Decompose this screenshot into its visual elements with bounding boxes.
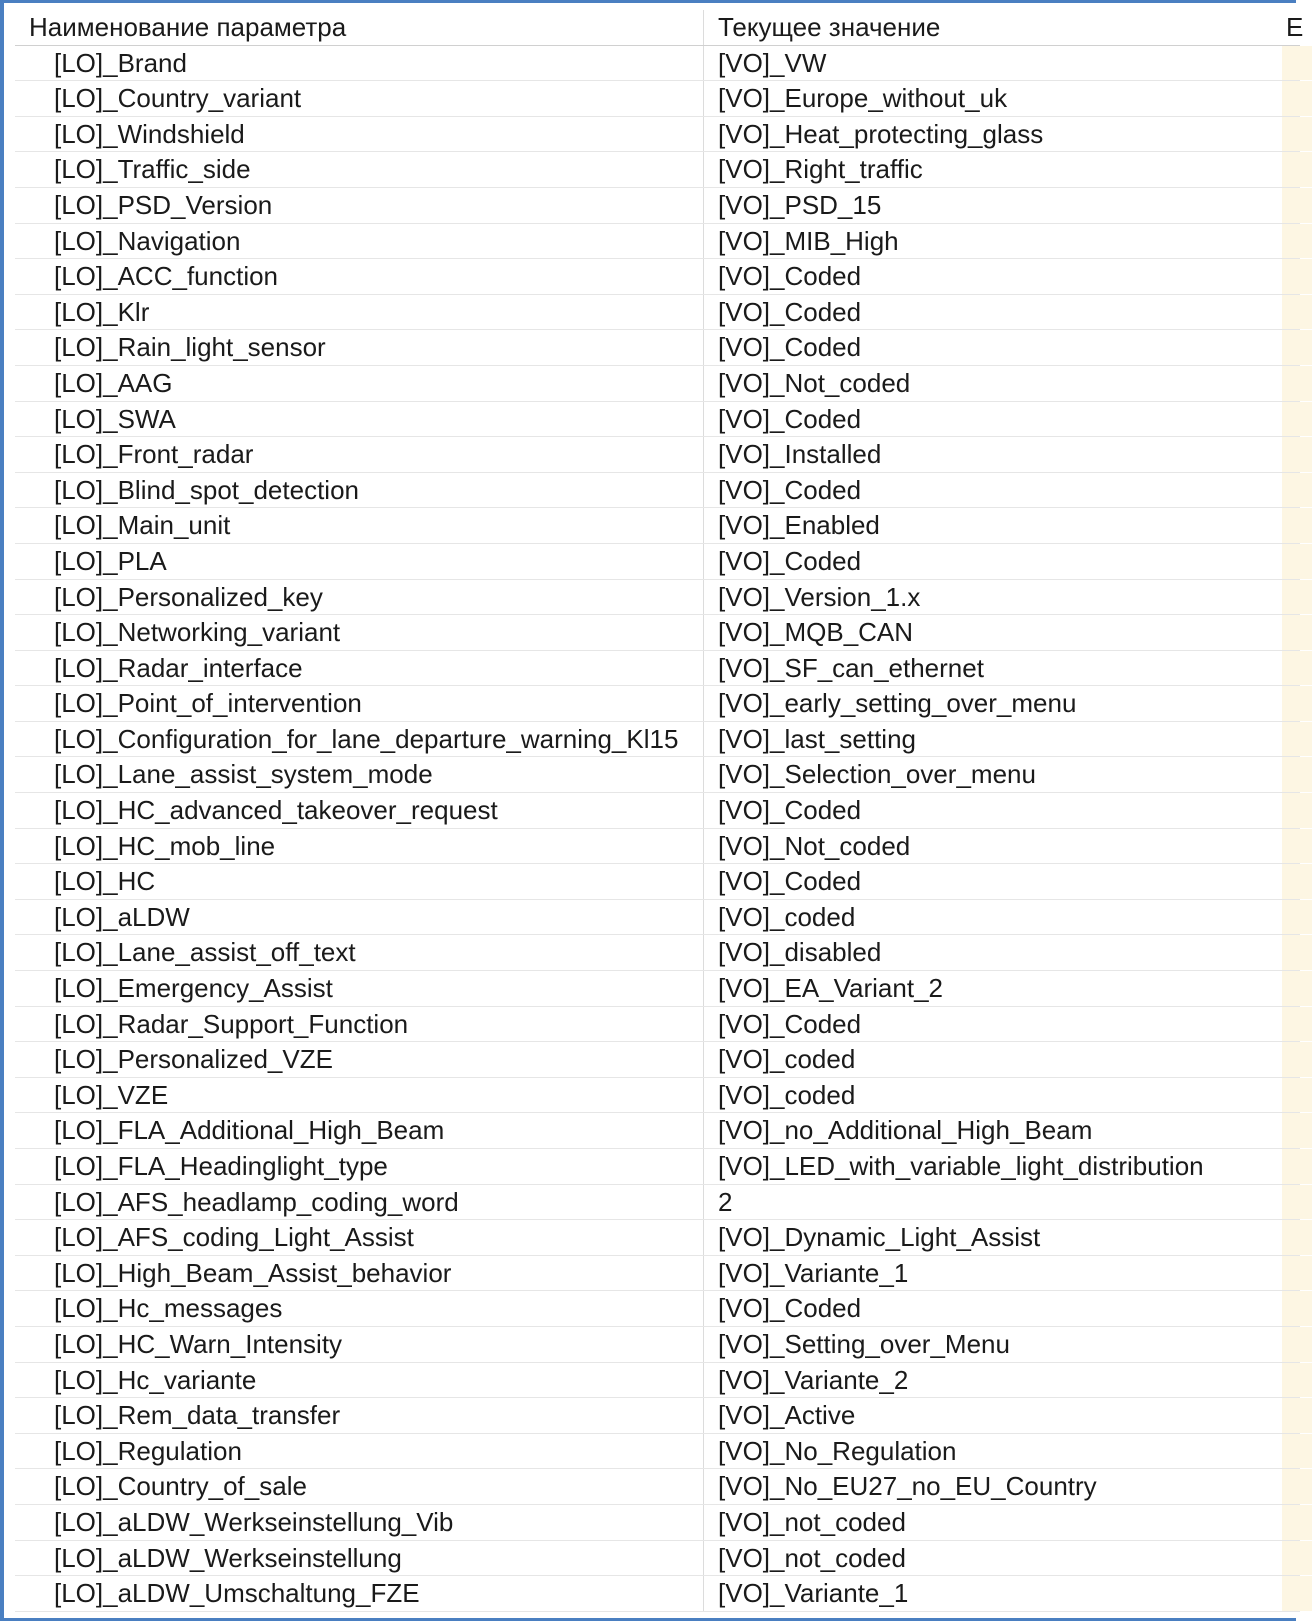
table-row[interactable] [15, 757, 1300, 793]
column-divider [703, 580, 704, 615]
extra-value-cell[interactable] [1282, 793, 1312, 828]
extra-value-cell[interactable] [1282, 1363, 1312, 1398]
table-row[interactable] [15, 117, 1300, 153]
current-value-cell[interactable]: [VO]_disabled [718, 937, 882, 968]
column-divider [703, 686, 704, 721]
current-value-cell[interactable]: [VO]_No_EU27_no_EU_Country [718, 1471, 1097, 1502]
column-divider [703, 366, 704, 401]
extra-value-cell[interactable] [1282, 580, 1312, 615]
extra-value-cell[interactable] [1282, 330, 1312, 365]
current-value-cell[interactable]: [VO]_Variante_2 [718, 1364, 909, 1395]
extra-value-cell[interactable] [1282, 686, 1312, 721]
table-row[interactable] [15, 1007, 1300, 1043]
current-value-cell[interactable]: [VO]_MQB_CAN [718, 617, 914, 648]
extra-value-cell[interactable] [1282, 188, 1312, 223]
extra-value-cell[interactable] [1282, 295, 1312, 330]
parameter-table [15, 10, 1304, 1612]
extra-value-cell[interactable] [1282, 46, 1312, 81]
current-value-cell[interactable]: [VO]_Enabled [718, 510, 880, 541]
table-row[interactable] [15, 46, 1300, 82]
column-divider [703, 330, 704, 365]
table-row[interactable] [15, 1576, 1300, 1612]
table-row[interactable] [15, 1113, 1300, 1149]
column-divider [703, 651, 704, 686]
column-divider [703, 437, 704, 472]
extra-value-cell[interactable] [1282, 1434, 1312, 1469]
table-row[interactable] [15, 864, 1300, 900]
current-value-cell[interactable]: [VO]_Coded [718, 474, 862, 505]
current-value-cell[interactable]: [VO]_MIB_High [718, 225, 899, 256]
column-divider[interactable] [703, 10, 704, 45]
current-value-cell[interactable]: [VO]_PSD_15 [718, 189, 882, 220]
table-row[interactable] [15, 473, 1300, 509]
column-divider [703, 224, 704, 259]
parameter-name-cell[interactable]: [LO]_Country_of_sale [54, 1471, 307, 1502]
extra-value-cell[interactable] [1282, 1007, 1312, 1042]
parameter-name-cell[interactable]: [LO]_Rain_light_sensor [54, 332, 326, 363]
current-value-cell[interactable]: [VO]_not_coded [718, 1506, 906, 1537]
column-header-current-value[interactable]: Текущее значение [718, 12, 941, 42]
extra-value-cell[interactable] [1282, 971, 1312, 1006]
current-value-cell[interactable]: [VO]_Heat_protecting_glass [718, 118, 1044, 149]
extra-value-cell[interactable] [1282, 1505, 1312, 1540]
extra-value-cell[interactable] [1282, 152, 1312, 187]
parameter-name-cell[interactable]: [LO]_Brand [54, 47, 187, 78]
table-row[interactable] [15, 1541, 1300, 1577]
column-divider [703, 81, 704, 116]
current-value-cell[interactable]: [VO]_Active [718, 1400, 856, 1431]
extra-value-cell[interactable] [1282, 722, 1312, 757]
parameter-name-cell[interactable]: [LO]_Traffic_side [54, 154, 251, 185]
table-row[interactable] [15, 1220, 1300, 1256]
column-divider [703, 615, 704, 650]
column-divider [703, 152, 704, 187]
column-divider [703, 188, 704, 223]
column-divider [703, 971, 704, 1006]
extra-value-cell[interactable] [1282, 1113, 1312, 1148]
parameter-name-cell[interactable]: [LO]_Point_of_intervention [54, 688, 362, 719]
current-value-cell[interactable]: [VO]_last_setting [718, 723, 916, 754]
current-value-cell[interactable]: [VO]_Installed [718, 439, 882, 470]
column-divider [703, 864, 704, 899]
parameter-name-cell[interactable]: [LO]_Main_unit [54, 510, 231, 541]
current-value-cell[interactable]: [VO]_Europe_without_uk [718, 83, 1008, 114]
parameter-name-cell[interactable]: [LO]_Configuration_for_lane_departure_warning_Kl15 [54, 723, 679, 754]
table-row[interactable] [15, 295, 1300, 331]
current-value-cell[interactable]: [VO]_Right_traffic [718, 154, 923, 185]
current-value-cell[interactable]: [VO]_early_setting_over_menu [718, 688, 1077, 719]
column-divider [703, 473, 704, 508]
extra-value-cell[interactable] [1282, 1042, 1312, 1077]
table-row[interactable] [15, 259, 1300, 295]
extra-value-cell[interactable] [1282, 1541, 1312, 1576]
table-row[interactable] [15, 722, 1300, 758]
parameter-name-cell[interactable]: [LO]_Lane_assist_system_mode [54, 759, 433, 790]
parameter-name-cell[interactable]: [LO]_Radar_Support_Function [54, 1008, 409, 1039]
column-divider [703, 1469, 704, 1504]
parameter-name-cell[interactable]: [LO]_aLDW [54, 901, 190, 932]
column-divider [703, 508, 704, 543]
parameter-name-cell[interactable]: [LO]_aLDW_Werkseinstellung [54, 1542, 402, 1573]
parameter-name-cell[interactable]: [LO]_Networking_variant [54, 617, 341, 648]
current-value-cell[interactable]: [VO]_Coded [718, 332, 862, 363]
current-value-cell[interactable]: [VO]_Version_1.x [718, 581, 921, 612]
table-row[interactable] [15, 935, 1300, 971]
current-value-cell[interactable]: [VO]_Coded [718, 1008, 862, 1039]
table-row[interactable] [15, 1505, 1300, 1541]
parameter-name-cell[interactable]: [LO]_Klr [54, 296, 150, 327]
table-row[interactable] [15, 1434, 1300, 1470]
column-divider [703, 900, 704, 935]
table-row[interactable] [15, 1149, 1300, 1185]
parameter-name-cell[interactable]: [LO]_VZE [54, 1079, 169, 1110]
parameter-name-cell[interactable]: [LO]_PSD_Version [54, 189, 273, 220]
column-divider [703, 1042, 704, 1077]
table-row[interactable] [15, 1042, 1300, 1078]
extra-value-cell[interactable] [1282, 366, 1312, 401]
extra-value-cell[interactable] [1282, 473, 1312, 508]
parameter-name-cell[interactable]: [LO]_HC_mob_line [54, 830, 276, 861]
extra-value-cell[interactable] [1282, 1398, 1312, 1433]
table-row[interactable] [15, 81, 1300, 117]
current-value-cell[interactable]: [VO]_Not_coded [718, 367, 911, 398]
parameter-name-cell[interactable]: [LO]_HC_advanced_takeover_request [54, 795, 498, 826]
parameter-name-cell[interactable]: [LO]_Personalized_key [54, 581, 323, 612]
extra-value-cell[interactable] [1282, 224, 1312, 259]
extra-value-cell[interactable] [1282, 1185, 1312, 1220]
parameter-name-cell[interactable]: [LO]_SWA [54, 403, 176, 434]
parameter-name-cell[interactable]: [LO]_ACC_function [54, 261, 279, 292]
parameter-name-cell[interactable]: [LO]_Personalized_VZE [54, 1044, 333, 1075]
table-row[interactable] [15, 224, 1300, 260]
parameter-name-cell[interactable]: [LO]_FLA_Headinglight_type [54, 1151, 388, 1181]
extra-value-cell[interactable] [1282, 829, 1312, 864]
column-divider [703, 1220, 704, 1255]
column-divider [703, 1007, 704, 1042]
column-divider [703, 544, 704, 579]
table-row[interactable] [15, 1078, 1300, 1114]
current-value-cell[interactable]: [VO]_EA_Variant_2 [718, 973, 943, 1004]
column-divider [703, 935, 704, 970]
extra-value-cell[interactable] [1282, 544, 1312, 579]
current-value-cell[interactable]: [VO]_Coded [718, 545, 862, 576]
extra-value-cell[interactable] [1282, 864, 1312, 899]
table-row[interactable] [15, 1291, 1300, 1327]
table-row[interactable] [15, 615, 1300, 651]
current-value-cell[interactable]: [VO]_Coded [718, 261, 862, 292]
extra-value-cell[interactable] [1282, 1256, 1312, 1291]
table-row[interactable] [15, 829, 1300, 865]
parameter-name-cell[interactable]: [LO]_Hc_messages [54, 1293, 283, 1324]
extra-value-cell[interactable] [1282, 508, 1312, 543]
column-divider [703, 295, 704, 330]
column-divider [703, 46, 704, 81]
extra-value-cell[interactable] [1282, 81, 1312, 116]
extra-value-cell[interactable] [1282, 117, 1312, 152]
table-row[interactable] [15, 188, 1300, 224]
extra-value-cell[interactable] [1282, 1220, 1312, 1255]
current-value-cell[interactable]: [VO]_coded [718, 901, 856, 932]
column-divider [703, 793, 704, 828]
current-value-cell[interactable]: [VO]_Not_coded [718, 830, 911, 861]
parameter-name-cell[interactable]: [LO]_Rem_data_transfer [54, 1400, 341, 1431]
extra-value-cell[interactable] [1282, 651, 1312, 686]
column-divider [703, 1078, 704, 1113]
table-row[interactable] [15, 1363, 1300, 1399]
current-value-cell[interactable]: [VO]_Variante_1 [718, 1257, 909, 1288]
table-row[interactable] [15, 330, 1300, 366]
current-value-cell[interactable]: [VO]_coded [718, 1044, 856, 1075]
parameter-name-cell[interactable]: [LO]_aLDW_Umschaltung_FZE [54, 1578, 420, 1609]
table-row[interactable] [15, 508, 1300, 544]
parameter-name-cell[interactable]: [LO]_Lane_assist_off_text [54, 937, 356, 968]
table-body [15, 46, 1300, 1612]
extra-value-cell[interactable] [1282, 1078, 1312, 1113]
column-divider [703, 1291, 704, 1326]
column-divider [703, 1149, 704, 1184]
current-value-cell[interactable]: [VO]_no_Additional_High_Beam [718, 1115, 1093, 1146]
current-value-cell[interactable]: [VO]_VW [718, 47, 827, 78]
column-divider [703, 722, 704, 757]
table-row[interactable] [15, 437, 1300, 473]
extra-value-cell[interactable] [1282, 1469, 1312, 1504]
column-divider [703, 1256, 704, 1291]
parameter-name-cell[interactable]: [LO]_HC_Warn_Intensity [54, 1328, 343, 1359]
current-value-cell[interactable]: [VO]_coded [718, 1079, 856, 1110]
parameter-name-cell[interactable]: [LO]_HC [54, 866, 156, 897]
column-divider [703, 1541, 704, 1576]
parameter-name-cell[interactable]: [LO]_AFS_coding_Light_Assist [54, 1222, 414, 1253]
extra-value-cell[interactable] [1282, 1327, 1312, 1362]
column-divider [703, 1398, 704, 1433]
column-divider [703, 117, 704, 152]
extra-value-cell[interactable] [1282, 437, 1312, 472]
table-row[interactable] [15, 152, 1300, 188]
current-value-cell[interactable]: [VO]_Coded [718, 795, 862, 826]
current-value-cell[interactable]: [VO]_Coded [718, 403, 862, 434]
table-row[interactable] [15, 1256, 1300, 1292]
column-divider [703, 1327, 704, 1362]
table-row[interactable] [15, 1327, 1300, 1363]
current-value-cell[interactable]: [VO]_SF_can_ethernet [718, 652, 984, 683]
current-value-cell[interactable]: [VO]_Coded [718, 296, 862, 327]
table-row[interactable] [15, 1185, 1300, 1221]
table-row[interactable] [15, 1398, 1300, 1434]
parameter-name-cell[interactable]: [LO]_AAG [54, 367, 173, 398]
table-row[interactable] [15, 402, 1300, 438]
current-value-cell[interactable]: [VO]_Dynamic_Light_Assist [718, 1222, 1041, 1253]
column-divider [703, 1113, 704, 1148]
table-row[interactable] [15, 580, 1300, 616]
parameter-name-cell[interactable]: [LO]_Blind_spot_detection [54, 474, 359, 505]
extra-value-cell[interactable] [1282, 402, 1312, 437]
parameter-name-cell[interactable]: [LO]_Regulation [54, 1435, 242, 1466]
table-row[interactable] [15, 366, 1300, 402]
extra-value-cell[interactable] [1282, 1149, 1312, 1184]
extra-value-cell[interactable] [1282, 1291, 1312, 1326]
table-row[interactable] [15, 900, 1300, 936]
parameter-name-cell[interactable]: [LO]_Front_radar [54, 439, 254, 470]
column-divider [703, 1576, 704, 1611]
extra-value-cell[interactable] [1282, 935, 1312, 970]
current-value-cell[interactable]: 2 [718, 1186, 733, 1217]
table-row[interactable] [15, 686, 1300, 722]
parameter-name-cell[interactable]: [LO]_Emergency_Assist [54, 973, 333, 1004]
parameter-name-cell[interactable]: [LO]_High_Beam_Assist_behavior [54, 1257, 452, 1288]
table-row[interactable] [15, 971, 1300, 1007]
column-divider [703, 1363, 704, 1398]
column-header-parameter-name[interactable]: Наименование параметра [29, 12, 347, 42]
table-row[interactable] [15, 651, 1300, 687]
column-divider [703, 829, 704, 864]
parameter-name-cell[interactable]: [LO]_Hc_variante [54, 1364, 257, 1395]
extra-value-cell[interactable] [1282, 1576, 1312, 1611]
current-value-cell[interactable]: [VO]_LED_with_variable_light_distribution [718, 1151, 1204, 1181]
extra-value-cell[interactable] [1282, 757, 1312, 792]
parameter-name-cell[interactable]: [LO]_Navigation [54, 225, 241, 256]
parameter-name-cell[interactable]: [LO]_Country_variant [54, 83, 302, 114]
parameter-name-cell[interactable]: [LO]_FLA_Additional_High_Beam [54, 1115, 445, 1146]
column-header-extra[interactable]: E [1282, 10, 1312, 45]
column-divider [703, 1185, 704, 1220]
column-divider [703, 402, 704, 437]
table-header-row [15, 10, 1304, 46]
parameter-name-cell[interactable]: [LO]_AFS_headlamp_coding_word [54, 1186, 459, 1217]
parameter-name-cell[interactable]: [LO]_PLA [54, 545, 167, 576]
table-row[interactable] [15, 544, 1300, 580]
parameter-name-cell[interactable]: [LO]_aLDW_Werkseinstellung_Vib [54, 1506, 454, 1537]
extra-value-cell[interactable] [1282, 900, 1312, 935]
current-value-cell[interactable]: [VO]_Setting_over_Menu [718, 1328, 1010, 1359]
current-value-cell[interactable]: [VO]_Coded [718, 866, 862, 897]
current-value-cell[interactable]: [VO]_Coded [718, 1293, 862, 1324]
current-value-cell[interactable]: [VO]_Variante_1 [718, 1578, 909, 1609]
extra-value-cell[interactable] [1282, 259, 1312, 294]
column-divider [703, 757, 704, 792]
parameter-name-cell[interactable]: [LO]_Windshield [54, 118, 245, 149]
current-value-cell[interactable]: [VO]_No_Regulation [718, 1435, 957, 1466]
table-row[interactable] [15, 793, 1300, 829]
table-row[interactable] [15, 1469, 1300, 1505]
extra-value-cell[interactable] [1282, 615, 1312, 650]
column-divider [703, 1505, 704, 1540]
column-divider [703, 259, 704, 294]
parameter-name-cell[interactable]: [LO]_Radar_interface [54, 652, 303, 683]
column-divider [703, 1434, 704, 1469]
current-value-cell[interactable]: [VO]_Selection_over_menu [718, 759, 1036, 790]
current-value-cell[interactable]: [VO]_not_coded [718, 1542, 906, 1573]
